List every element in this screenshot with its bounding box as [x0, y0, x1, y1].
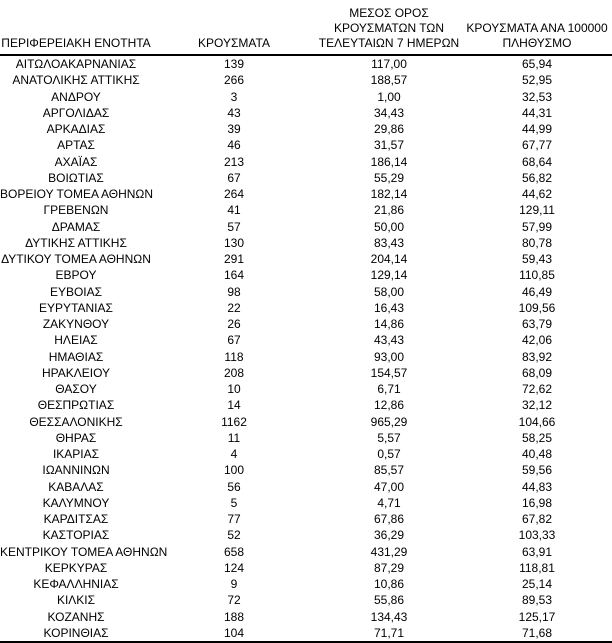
column-header-line: ΤΕΛΕΥΤΑΙΩΝ 7 ΗΜΕΡΩΝ: [318, 36, 460, 50]
table-row: [0, 72, 612, 88]
cases-per-100k: 103,33: [518, 528, 556, 543]
avg-cases-7day: 14,86: [373, 317, 405, 331]
table-row: [0, 332, 612, 348]
table-row: [0, 300, 612, 316]
avg-cases-7day: 71,71: [316, 625, 462, 642]
table-row: [0, 235, 612, 251]
avg-cases-7day: 154,57: [370, 365, 408, 380]
cases-per-100k: 125,17: [518, 609, 556, 624]
table-row: [0, 349, 612, 365]
cases-per-100k: 40,48: [521, 447, 553, 461]
cases-per-100k: 67,77: [521, 138, 553, 153]
cases-count: 67: [227, 333, 241, 348]
region-name: ΘΕΣΠΡΩΤΙΑΣ: [37, 398, 115, 413]
cases-count: 9: [230, 577, 238, 591]
table-row: [0, 414, 612, 430]
cases-count: 658: [223, 544, 245, 559]
cases-per-100k: 42,06: [521, 333, 553, 348]
region-name: ΚΕΡΚΥΡΑΣ: [44, 560, 108, 575]
table-row: [0, 186, 612, 202]
cases-count: 11: [227, 430, 241, 445]
avg-cases-7day: 36,29: [373, 528, 405, 543]
cases-per-100k: 59,56: [521, 463, 553, 478]
table-row: [0, 284, 612, 300]
cases-count: 72: [227, 593, 241, 608]
cases-per-100k: 44,62: [521, 187, 553, 201]
table-row: [0, 544, 612, 560]
table-row: [0, 267, 612, 283]
cases-per-100k: 59,43: [521, 252, 553, 266]
table-row: [0, 576, 612, 592]
cases-per-100k: 110,85: [519, 268, 555, 283]
cases-per-100k: 67,82: [521, 512, 553, 526]
region-name: ΓΡΕΒΕΝΩΝ: [43, 203, 109, 218]
cases-per-100k: 72,62: [521, 382, 553, 396]
cases-per-100k: 44,83: [521, 479, 553, 494]
avg-cases-7day: 204,14: [370, 252, 408, 266]
cases-count: 104: [152, 625, 316, 642]
region-name: ΘΑΣΟΥ: [55, 382, 97, 396]
table-row: [0, 381, 612, 397]
region-name: ΒΟΙΩΤΙΑΣ: [48, 170, 104, 185]
table-row: [0, 316, 612, 332]
table-row: [0, 609, 612, 625]
cases-per-100k: 68,09: [521, 365, 553, 380]
region-name: ΚΑΣΤΟΡΙΑΣ: [42, 528, 110, 543]
cases-count: 164: [223, 268, 245, 283]
avg-cases-7day: 6,71: [377, 382, 401, 396]
avg-cases-7day: 55,86: [373, 593, 405, 608]
cases-count: 10: [227, 382, 241, 396]
cases-per-100k: 65,94: [521, 57, 553, 71]
region-name: ΖΑΚΥΝΘΟΥ: [42, 317, 110, 331]
column-header-line: ΚΡΟΥΣΜΑΤΑ ΑΝΑ 100000: [466, 21, 608, 35]
table-row: [0, 446, 612, 462]
cases-count: 118: [224, 349, 244, 364]
cases-count: 57: [227, 219, 241, 234]
cases-per-100k: 46,49: [521, 284, 553, 299]
region-name: ΑΧΑΪΑΣ: [54, 154, 98, 169]
cases-count: 22: [227, 300, 241, 315]
column-header-line: ΠΕΡΙΦΕΡΕΙΑΚΗ ΕΝΟΤΗΤΑ: [1, 36, 151, 50]
table-row: [0, 251, 612, 267]
avg-cases-7day: 188,57: [370, 73, 408, 88]
region-name: ΑΝΔΡΟΥ: [51, 89, 101, 104]
region-name: ΗΜΑΘΙΑΣ: [48, 349, 104, 364]
region-name: ΑΡΤΑΣ: [57, 138, 95, 153]
table-row: [0, 89, 612, 105]
cases-per-100k: 129,11: [519, 203, 555, 218]
avg-cases-7day: 31,57: [373, 138, 405, 153]
cases-count: 213: [223, 154, 245, 169]
region-name: ΚΑΒΑΛΑΣ: [48, 479, 104, 494]
cases-count: 98: [227, 284, 241, 299]
cases-count: 67: [227, 170, 241, 185]
cases-per-100k: 58,25: [521, 430, 553, 445]
cases-per-100k: 57,99: [521, 219, 553, 234]
cases-per-100k: 32,12: [521, 398, 553, 413]
cases-count: 208: [223, 365, 245, 380]
region-name: ΑΝΑΤΟΛΙΚΗΣ ΑΤΤΙΚΗΣ: [12, 73, 140, 88]
region-name: ΔΥΤΙΚΟΥ ΤΟΜΕΑ ΑΘΗΝΩΝ: [1, 252, 151, 266]
region-name: ΚΟΖΑΝΗΣ: [47, 609, 105, 624]
avg-cases-7day: 87,29: [373, 560, 405, 575]
cases-per-100k: 32,53: [521, 89, 553, 104]
region-name: ΚΑΛΥΜΝΟΥ: [42, 495, 110, 510]
cases-count: 291: [223, 252, 245, 266]
avg-cases-7day: 129,14: [370, 268, 408, 283]
avg-cases-7day: 431,29: [370, 544, 408, 559]
cases-per-100k: 80,78: [521, 235, 553, 250]
avg-cases-7day: 34,43: [373, 105, 405, 120]
avg-cases-7day: 85,57: [373, 463, 405, 478]
region-name: ΗΛΕΙΑΣ: [54, 333, 98, 348]
avg-cases-7day: 21,86: [373, 203, 405, 218]
column-header-region-name: [0, 0, 152, 55]
cases-per-100k: 68,64: [521, 154, 553, 169]
column-header-line: ΚΡΟΥΣΜΑΤΩΝ ΤΩΝ: [333, 21, 445, 35]
cases-per-100k: 109,56: [518, 300, 556, 315]
avg-cases-7day: 5,57: [377, 430, 401, 445]
cases-count: 100: [223, 463, 245, 478]
avg-cases-7day: 10,86: [373, 577, 405, 591]
cases-per-100k: 118,81: [519, 560, 555, 575]
avg-cases-7day: 1,00: [377, 89, 401, 104]
cases-per-100k: 63,91: [521, 544, 553, 559]
cases-per-100k: 56,82: [521, 170, 553, 185]
avg-cases-7day: 4,71: [377, 495, 401, 510]
region-name: ΔΥΤΙΚΗΣ ΑΤΤΙΚΗΣ: [25, 235, 127, 250]
region-name: ΙΚΑΡΙΑΣ: [52, 447, 100, 461]
table-header-row: [0, 0, 612, 55]
avg-cases-7day: 58,00: [373, 284, 405, 299]
avg-cases-7day: 67,86: [373, 512, 405, 526]
avg-cases-7day: 0,57: [377, 447, 401, 461]
avg-cases-7day: 93,00: [373, 349, 405, 364]
cases-count: 130: [223, 235, 245, 250]
cases-count: 14: [227, 398, 241, 413]
cases-count: 266: [223, 73, 245, 88]
cases-count: 5: [230, 495, 238, 510]
avg-cases-7day: 83,43: [373, 235, 405, 250]
table-row: [0, 55, 612, 72]
column-header-line: ΠΛΗΘΥΣΜΟ: [502, 36, 572, 50]
table-row: [0, 592, 612, 608]
table-row: [0, 365, 612, 381]
avg-cases-7day: 29,86: [373, 122, 405, 136]
table-row: [0, 479, 612, 495]
table-row: [0, 560, 612, 576]
cases-count: 124: [223, 560, 245, 575]
cases-per-100k: 52,95: [521, 73, 553, 88]
cases-count: 1162: [221, 414, 247, 429]
cases-count: 56: [227, 479, 241, 494]
avg-cases-7day: 16,43: [373, 300, 405, 315]
cases-count: 43: [227, 105, 241, 120]
cases-count: 41: [227, 203, 241, 218]
region-name: ΚΟΡΙΝΘΙΑΣ: [0, 625, 152, 642]
cases-count: 4: [230, 447, 238, 461]
region-name: ΕΥΒΟΙΑΣ: [49, 284, 103, 299]
column-header-cases-per-100k: [462, 0, 612, 55]
avg-cases-7day: 965,29: [370, 414, 408, 429]
cases-count: 26: [227, 317, 241, 331]
region-name: ΚΕΝΤΡΙΚΟΥ ΤΟΜΕΑ ΑΘΗΝΩΝ: [0, 544, 168, 559]
cases-count: 52: [227, 528, 241, 543]
avg-cases-7day: 117,00: [371, 57, 407, 71]
avg-cases-7day: 50,00: [373, 219, 405, 234]
cases-per-100k: 71,68: [462, 625, 612, 642]
avg-cases-7day: 182,14: [370, 187, 408, 201]
region-name: ΚΙΛΚΙΣ: [56, 593, 96, 608]
column-header-line: ΜΕΣΟΣ ΟΡΟΣ: [349, 6, 429, 20]
cases-count: 264: [223, 187, 245, 201]
region-name: ΙΩΑΝΝΙΝΩΝ: [42, 463, 110, 478]
table-row: [0, 511, 612, 527]
cases-per-100k: 104,66: [518, 414, 556, 429]
region-name: ΘΕΣΣΑΛΟΝΙΚΗΣ: [29, 414, 123, 429]
cases-count: 3: [230, 89, 238, 104]
table-row: [0, 137, 612, 153]
region-name: ΚΑΡΔΙΤΣΑΣ: [43, 512, 109, 526]
avg-cases-7day: 134,43: [370, 609, 408, 624]
table-row: [0, 121, 612, 137]
column-header-line: ΚΡΟΥΣΜΑΤΑ: [198, 36, 270, 50]
cases-per-100k: 63,79: [521, 317, 553, 331]
region-name: ΗΡΑΚΛΕΙΟΥ: [41, 365, 111, 380]
table-row: [0, 219, 612, 235]
cases-count: 139: [223, 57, 245, 71]
cases-count: 46: [227, 138, 241, 153]
table-row: [0, 495, 612, 511]
table-row: [0, 527, 612, 543]
avg-cases-7day: 186,14: [370, 154, 408, 169]
region-name: ΒΟΡΕΙΟΥ ΤΟΜΕΑ ΑΘΗΝΩΝ: [0, 187, 154, 201]
cases-count: 188: [223, 609, 245, 624]
cases-per-100k: 44,31: [521, 105, 553, 120]
table-body: [0, 55, 612, 642]
table-row: [0, 105, 612, 121]
cases-per-100k: 83,92: [521, 349, 553, 364]
table-row: [0, 170, 612, 186]
region-name: ΑΡΓΟΛΙΔΑΣ: [42, 105, 110, 120]
cases-per-100k: 16,98: [521, 495, 553, 510]
table-row: [0, 154, 612, 170]
cases-per-100k: 25,14: [521, 577, 553, 591]
column-header-cases-count: [152, 0, 316, 55]
table-row: [0, 462, 612, 478]
table-row: [0, 397, 612, 413]
avg-cases-7day: 55,29: [373, 170, 405, 185]
cases-per-100k: 44,99: [521, 122, 553, 136]
table-header: [0, 0, 612, 55]
region-name: ΕΥΡΥΤΑΝΙΑΣ: [39, 300, 113, 315]
column-header-avg-cases-7day: [316, 0, 462, 55]
cases-count: 77: [227, 512, 241, 526]
avg-cases-7day: 43,43: [373, 333, 405, 348]
region-name: ΚΕΦΑΛΛΗΝΙΑΣ: [33, 577, 119, 591]
region-name: ΔΡΑΜΑΣ: [51, 219, 101, 234]
region-name: ΘΗΡΑΣ: [55, 430, 97, 445]
region-name: ΕΒΡΟΥ: [55, 268, 97, 283]
table-row: [0, 202, 612, 218]
cases-per-100k: 89,53: [521, 593, 553, 608]
region-name: ΑΡΚΑΔΙΑΣ: [46, 122, 106, 136]
region-name: ΑΙΤΩΛΟΑΚΑΡΝΑΝΙΑΣ: [15, 57, 137, 71]
cases-count: 39: [227, 122, 241, 136]
table-row: [0, 430, 612, 446]
avg-cases-7day: 12,86: [373, 398, 405, 413]
avg-cases-7day: 47,00: [373, 479, 405, 494]
table-row: [0, 625, 612, 642]
